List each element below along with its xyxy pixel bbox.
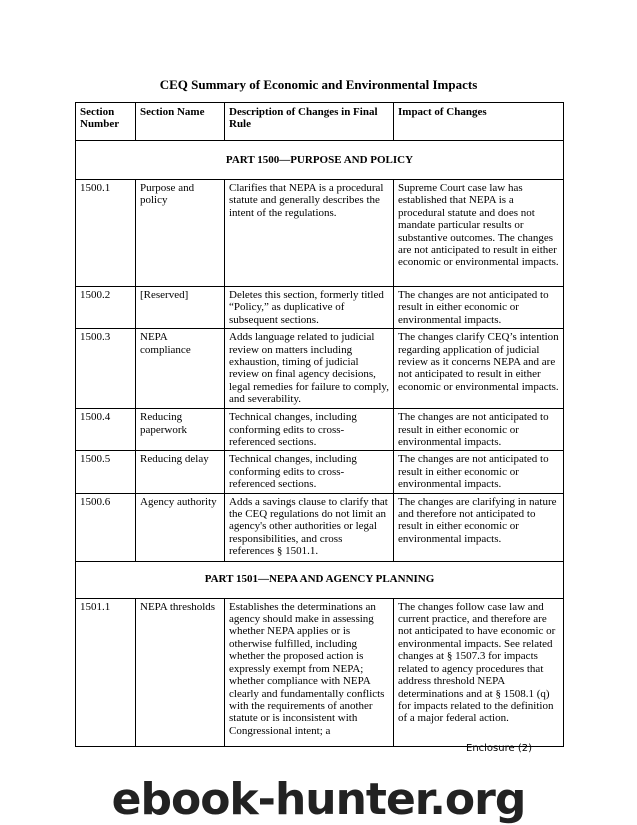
section-number: 1500.5	[76, 451, 136, 493]
section-name: NEPA thresholds	[136, 598, 225, 746]
section-name: Reducing delay	[136, 451, 225, 493]
section-number: 1500.4	[76, 409, 136, 451]
section-impact: The changes are clarifying in nature and therefore not anticipated to result in either economic or environmental impacts.	[394, 493, 564, 561]
header-description: Description of Changes in Final Rule	[225, 103, 394, 141]
table-row	[76, 409, 564, 451]
table-row	[76, 287, 564, 329]
section-number: 1500.3	[76, 329, 136, 409]
section-name: Reducing paperwork	[136, 409, 225, 451]
section-number: 1500.1	[76, 180, 136, 287]
section-name: Purpose and policy	[136, 180, 225, 287]
impacts-table	[75, 102, 564, 747]
enclosure-label: Enclosure (2)	[466, 743, 532, 754]
section-impact: The changes are not anticipated to result in either economic or environmental impacts.	[394, 451, 564, 493]
section-description: Technical changes, including conforming edits to cross-referenced sections.	[225, 451, 394, 493]
section-description: Adds language related to judicial review on matters including exhaustion, timing of judicial review on final agency decisions, legal remedies for failure to comply, and severability.	[225, 329, 394, 409]
section-description: Clarifies that NEPA is a procedural statute and generally describes the intent of the regulations.	[225, 180, 394, 287]
part-heading-row	[76, 561, 564, 598]
section-impact: The changes follow case law and current practice, and therefore are not anticipated to have economic or environmental impacts. See related changes at § 1507.3 for impacts related to agency procedures that address threshold NEPA determinations and at § 1508.1 (q) for impacts related to the definition of a major federal action.	[394, 598, 564, 746]
section-name: [Reserved]	[136, 287, 225, 329]
section-description: Technical changes, including conforming edits to cross-referenced sections.	[225, 409, 394, 451]
section-number: 1500.2	[76, 287, 136, 329]
watermark-text: ebook-hunter.org	[111, 774, 526, 825]
part-heading: PART 1500—PURPOSE AND POLICY	[76, 141, 564, 180]
section-impact: Supreme Court case law has established that NEPA is a procedural statute and does not mandate particular results or substantive outcomes. The changes are not anticipated to result in either economic or environmental impacts.	[394, 180, 564, 287]
header-section-name: Section Name	[136, 103, 225, 141]
section-impact: The changes clarify CEQ’s intention regarding application of judicial review as it concerns NEPA and are not anticipated to result in either economic or environmental impacts.	[394, 329, 564, 409]
section-impact: The changes are not anticipated to result in either economic or environmental impacts.	[394, 287, 564, 329]
section-description: Establishes the determinations an agency should make in assessing whether NEPA applies or is otherwise fulfilled, including whether the proposed action is expressly exempt from NEPA; whether compliance with NEPA clearly and fundamentally conflicts with the requirements of another statute or is inconsistent with Congressional intent; a	[225, 598, 394, 746]
section-description: Adds a savings clause to clarify that the CEQ regulations do not limit an agency's other authorities or legal responsibilities, and cross references § 1501.1.	[225, 493, 394, 561]
section-description: Deletes this section, formerly titled “Policy,” as duplicative of subsequent sections.	[225, 287, 394, 329]
section-number: 1500.6	[76, 493, 136, 561]
part-heading-row	[76, 141, 564, 180]
section-name: NEPA compliance	[136, 329, 225, 409]
section-impact: The changes are not anticipated to result in either economic or environmental impacts.	[394, 409, 564, 451]
header-section-number: Section Number	[76, 103, 136, 141]
part-heading: PART 1501—NEPA AND AGENCY PLANNING	[76, 561, 564, 598]
section-name: Agency authority	[136, 493, 225, 561]
table-row	[76, 451, 564, 493]
document-title: CEQ Summary of Economic and Environmental Impacts	[159, 77, 478, 92]
table-row	[76, 598, 564, 746]
header-impact: Impact of Changes	[394, 103, 564, 141]
table-row	[76, 180, 564, 287]
table-row	[76, 493, 564, 561]
section-number: 1501.1	[76, 598, 136, 746]
table-header-row	[76, 103, 564, 141]
table-row	[76, 329, 564, 409]
